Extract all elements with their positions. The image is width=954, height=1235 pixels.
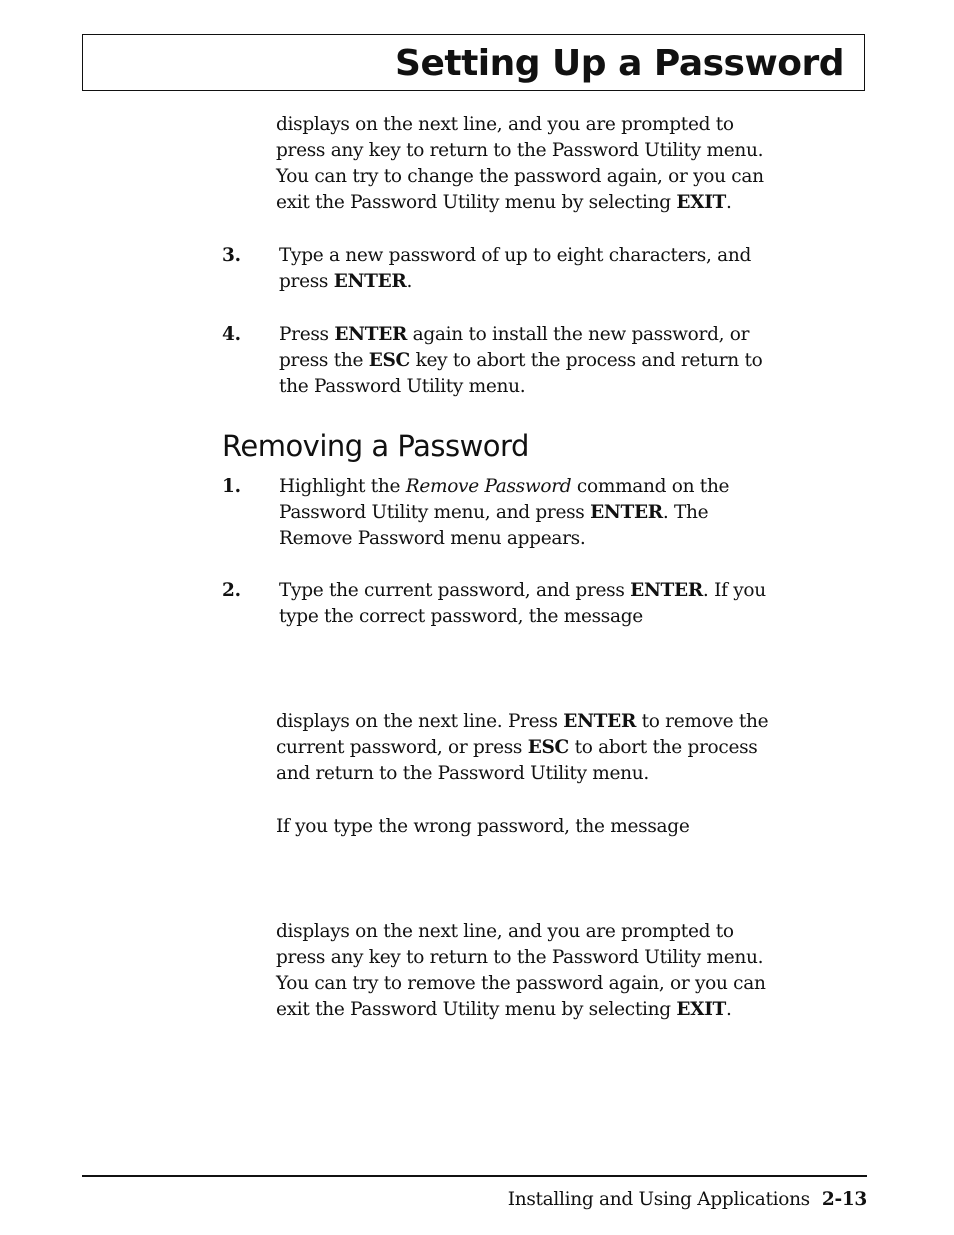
text-span: command on the [571, 476, 730, 497]
text-span: key to abort the process and return to [409, 350, 763, 371]
text-span: press [279, 271, 334, 292]
page-number: 2-13 [821, 1189, 867, 1210]
text-span: . [726, 192, 732, 213]
text-line: You can try to change the password again, or you can [276, 166, 764, 187]
text-line [279, 348, 762, 374]
text-line [276, 709, 866, 735]
step-body [279, 474, 729, 552]
step-number: 2. [222, 580, 241, 601]
text-line: press any key to return to the Password Utility menu. [276, 947, 764, 968]
text-line: If you type the wrong password, the message [276, 816, 690, 837]
key-esc: ESC [527, 737, 569, 758]
key-exit: EXIT [676, 999, 727, 1020]
text-line: and return to the Password Utility menu. [276, 763, 649, 784]
step-body [279, 578, 766, 630]
text-span: press the [279, 350, 369, 371]
remove-step-1 [222, 474, 862, 552]
text-line: the Password Utility menu. [279, 376, 526, 397]
step-body [279, 243, 751, 295]
text-span: . [406, 271, 413, 292]
text-span: Highlight the [279, 476, 406, 497]
final-paragraph [276, 919, 866, 1023]
text-line: type the correct password, the message [279, 606, 643, 627]
key-enter: ENTER [563, 711, 637, 732]
text-span: . The [662, 502, 709, 523]
section-heading: Removing a Password [222, 429, 529, 463]
text-span: exit the Password Utility menu by selecting [276, 999, 677, 1020]
text-line: Remove Password menu appears. [279, 528, 586, 549]
text-line [279, 269, 751, 295]
text-span: Press [279, 324, 335, 345]
key-esc: ESC [368, 350, 410, 371]
key-enter: ENTER [334, 324, 408, 345]
text-line [279, 322, 762, 348]
text-span: again to install the new password, or [407, 324, 750, 345]
text-span: Password Utility menu, and press [279, 502, 591, 523]
remove-step-2 [222, 578, 862, 630]
text-line [276, 997, 866, 1023]
text-span: Type the current password, and press [279, 580, 631, 601]
key-exit: EXIT [676, 192, 727, 213]
text-line: You can try to remove the password again, or you can [276, 973, 766, 994]
text-line: Type a new password of up to eight characters, and [279, 245, 752, 266]
text-line: displays on the next line, and you are prompted to [276, 921, 734, 942]
text-line [276, 735, 866, 761]
intro-paragraph [276, 112, 866, 216]
key-enter: ENTER [590, 502, 663, 523]
page-title-box [82, 34, 865, 91]
footer-rule [82, 1175, 867, 1177]
step-4 [222, 322, 862, 400]
step-number: 1. [222, 476, 241, 497]
text-line: press any key to return to the Password Utility menu. [276, 140, 764, 161]
key-enter: ENTER [630, 580, 703, 601]
footer-section-title: Installing and Using Applications [507, 1189, 810, 1210]
text-span: to remove the [636, 711, 769, 732]
text-line [276, 190, 866, 216]
wrong-password-paragraph [276, 814, 866, 840]
step-body [279, 322, 762, 400]
text-line [279, 474, 729, 500]
text-span: to abort the process [568, 737, 758, 758]
text-line [279, 578, 766, 604]
text-span: . If you [702, 580, 766, 601]
step-3 [222, 243, 862, 295]
text-span: current password, or press [276, 737, 528, 758]
command-name: Remove Password [405, 476, 572, 497]
text-span: . [726, 999, 732, 1020]
text-span: exit the Password Utility menu by selecting [276, 192, 677, 213]
text-line [279, 500, 729, 526]
page-footer [508, 1187, 867, 1213]
correct-password-paragraph [276, 709, 866, 787]
step-number: 4. [222, 324, 241, 345]
page-title: Setting Up a Password [395, 43, 844, 84]
text-line: displays on the next line, and you are prompted to [276, 114, 734, 135]
key-enter: ENTER [333, 271, 407, 292]
text-span: displays on the next line. Press [276, 711, 564, 732]
step-number: 3. [222, 245, 241, 266]
